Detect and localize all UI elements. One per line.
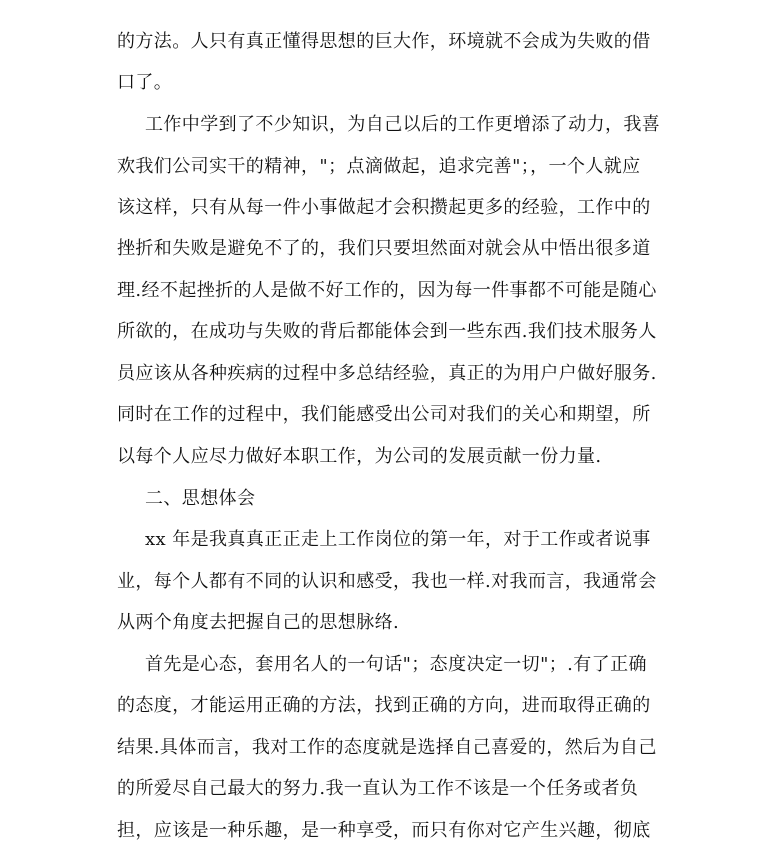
text-line: 结果.具体而言，我对工作的态度就是选择自己喜爱的，然后为自己	[117, 737, 657, 758]
paragraph-first-line: 工作中学到了不少知识，为自己以后的工作更增添了动力，我喜	[145, 114, 661, 135]
section-heading: 二、思想体会	[145, 488, 256, 509]
text-line: 口了。	[117, 72, 173, 93]
text-line: 挫折和失败是避免不了的，我们只要坦然面对就会从中悟出很多道	[117, 238, 651, 259]
text-line: 所欲的，在成功与失败的背后都能体会到一些东西.我们技术服务人	[117, 321, 657, 342]
text-line: 从两个角度去把握自己的思想脉络.	[117, 612, 400, 633]
text-line: 同时在工作的过程中，我们能感受出公司对我们的关心和期望，所	[117, 404, 651, 425]
text-line: 员应该从各种疾病的过程中多总结经验，真正的为用户户做好服务.	[117, 363, 657, 384]
text-line: 的所爱尽自己最大的努力.我一直认为工作不该是一个任务或者负	[117, 778, 639, 799]
paragraph-first-line: xx 年是我真真正正走上工作岗位的第一年，对于工作或者说事	[145, 529, 651, 550]
text-line: 的态度，才能运用正确的方法，找到正确的方向，进而取得正确的	[117, 695, 651, 716]
paragraph-first-line: 首先是心态，套用名人的一句话"；态度决定一切"；.有了正确	[145, 654, 647, 675]
text-line: 业，每个人都有不同的认识和感受，我也一样.对我而言，我通常会	[117, 571, 657, 592]
text-line: 欢我们公司实干的精神，"；点滴做起，追求完善"；，一个人就应	[117, 156, 641, 177]
text-line: 该这样，只有从每一件小事做起才会积攒起更多的经验，工作中的	[117, 197, 651, 218]
text-line: 以每个人应尽力做好本职工作，为公司的发展贡献一份力量.	[117, 446, 602, 467]
text-line: 理.经不起挫折的人是做不好工作的，因为每一件事都不可能是随心	[117, 280, 657, 301]
text-line: 担，应该是一种乐趣，是一种享受，而只有你对它产生兴趣，彻底	[117, 820, 651, 841]
text-line: 的方法。人只有真正懂得思想的巨大作，环境就不会成为失败的借	[117, 31, 651, 52]
